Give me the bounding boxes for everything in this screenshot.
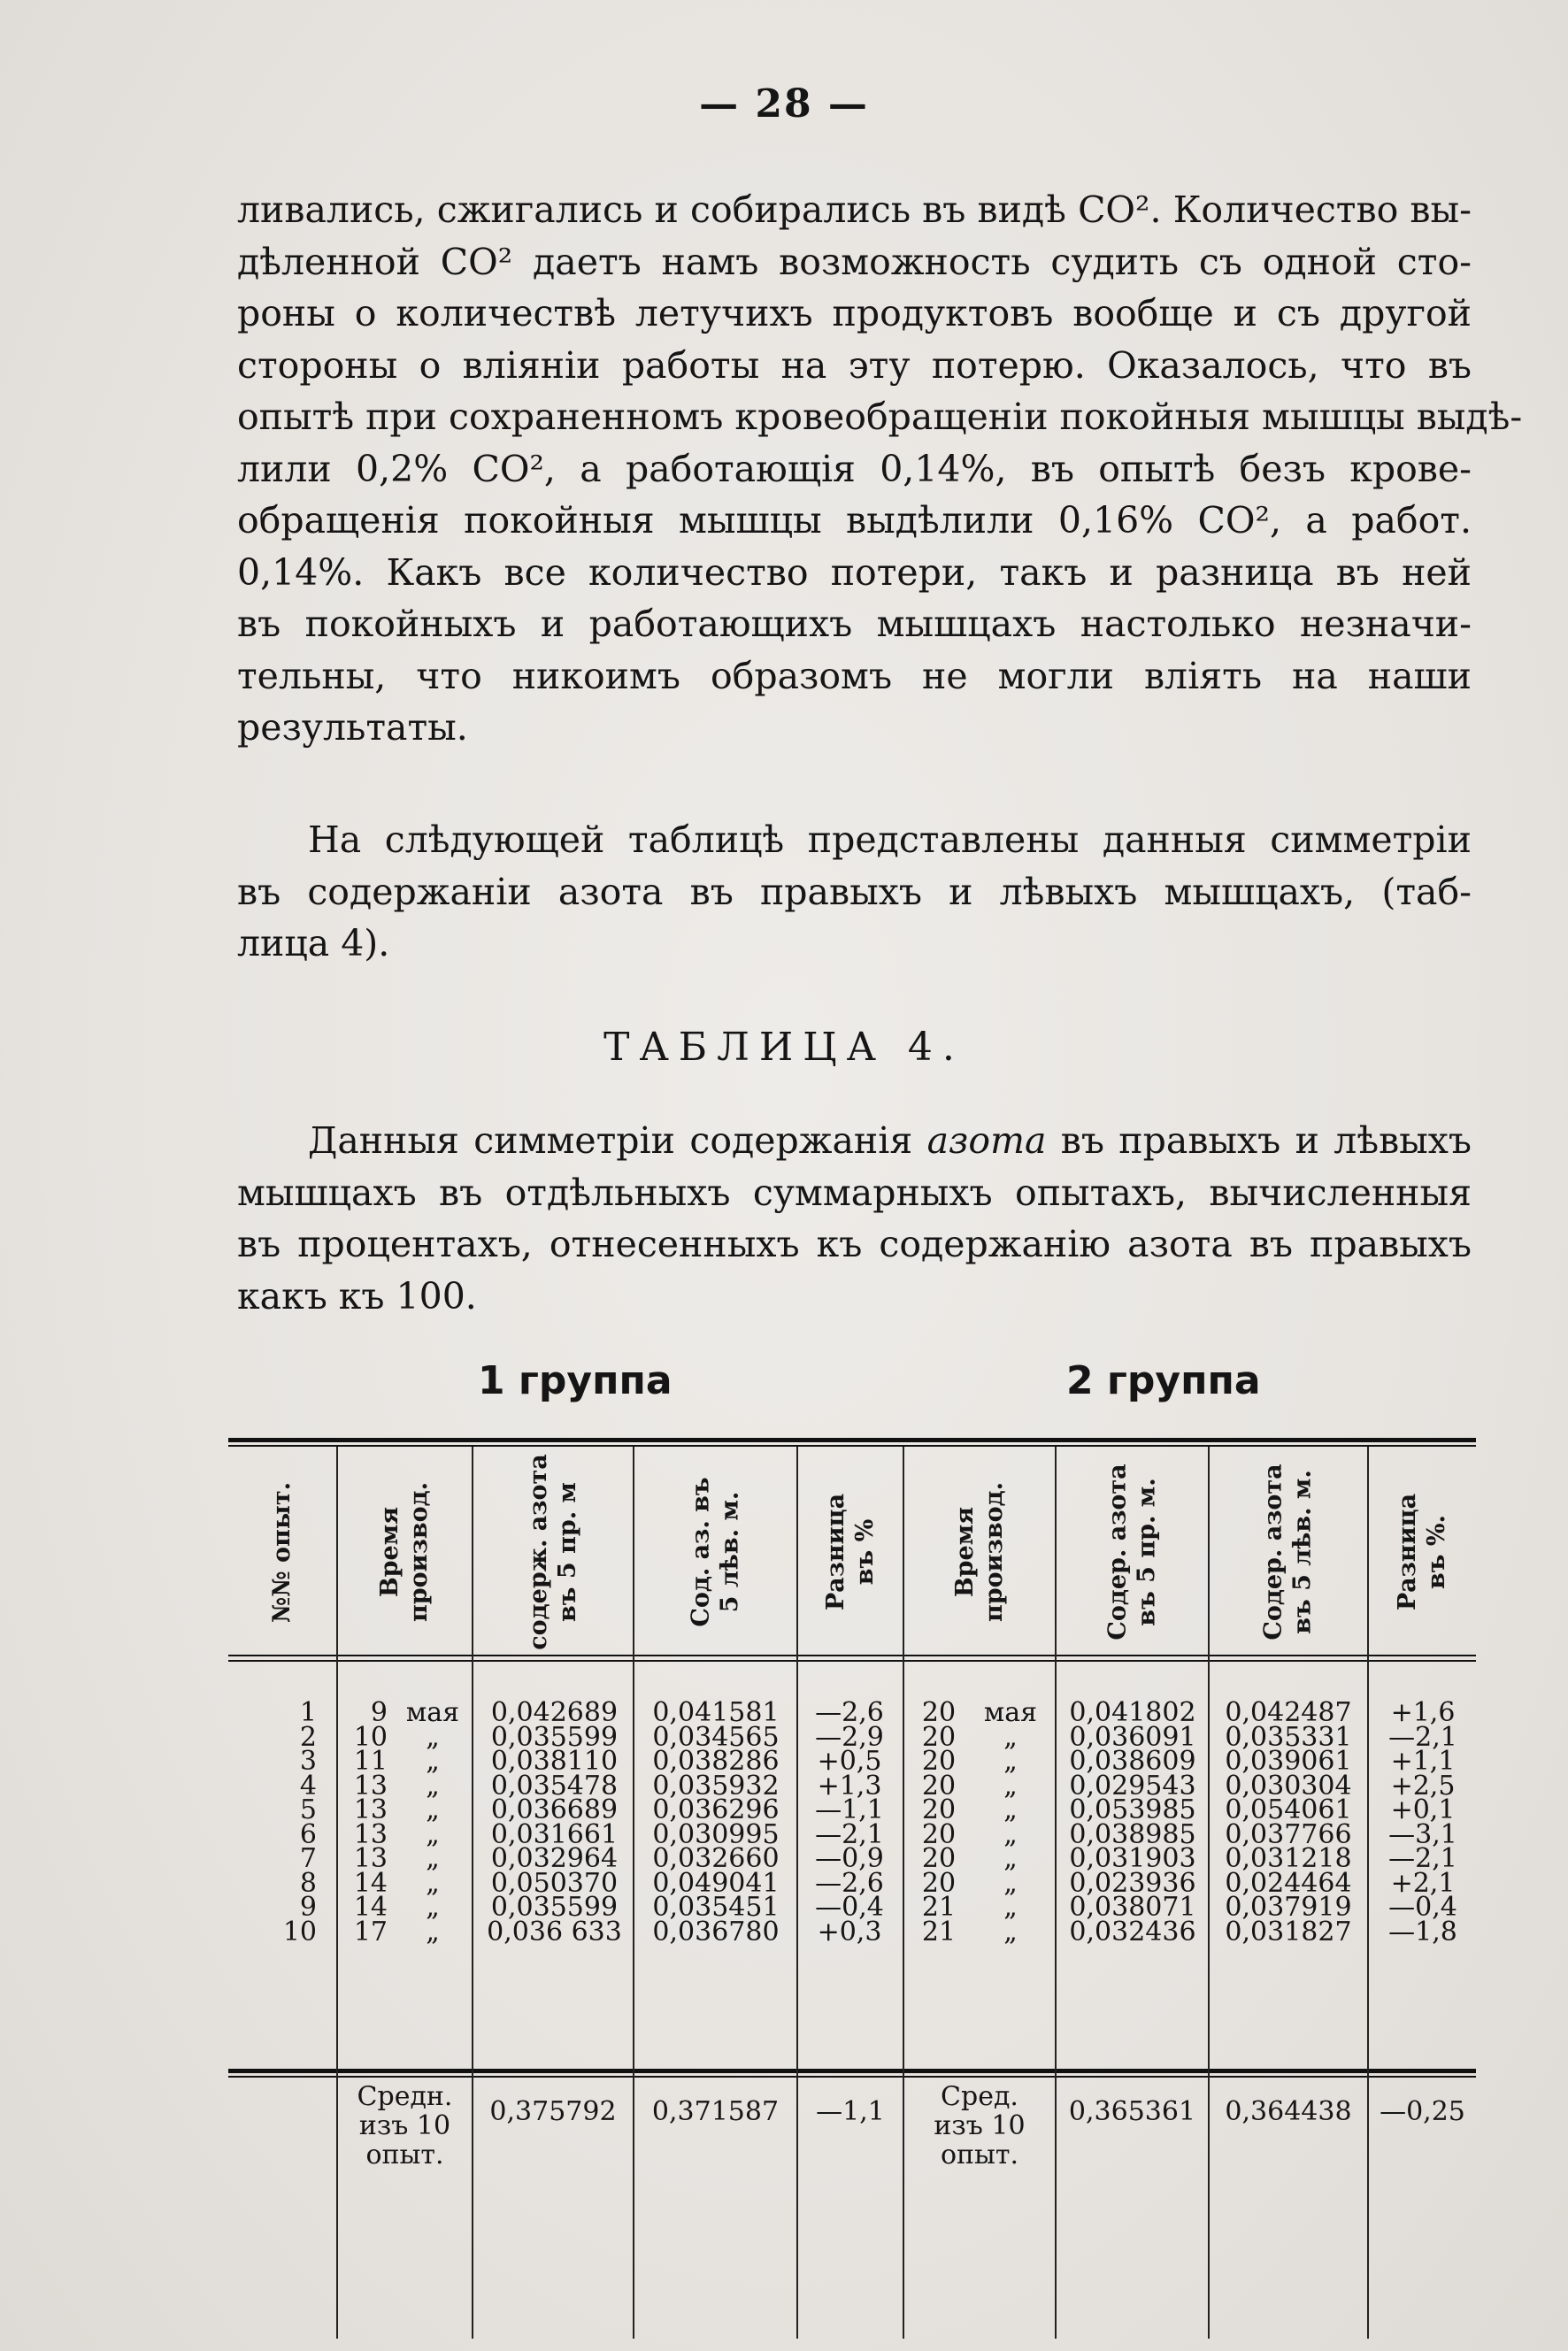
text-line: ливались, сжигались и собирались въ видѣ СО². Количество вы-: [237, 188, 1472, 231]
cell-nitrogen-left-g1: 0,030995: [652, 1818, 780, 1850]
text-line: обращенія покойныя мышцы выдѣлили 0,16% СО², а работ.: [237, 499, 1472, 542]
text-line: въ покойныхъ и работающихъ мышцахъ настолько незначи-: [237, 603, 1472, 645]
cell-nitrogen-right-g2: 0,053985: [1069, 1794, 1196, 1825]
average-left-g1: 0,371587: [651, 2096, 780, 2127]
cell-day-g2: 21: [921, 1916, 957, 1948]
cell-nitrogen-right-g1: 0,050370: [490, 1867, 619, 1899]
average-label-g1: Средн. изъ 10 опыт.: [357, 2081, 453, 2170]
table-top-rule-thin: [228, 1445, 1476, 1447]
cell-nitrogen-right-g2: 0,038609: [1069, 1746, 1196, 1777]
cell-nitrogen-right-g1: 0,036 633: [487, 1916, 622, 1948]
cell-day-g2: 20: [921, 1746, 957, 1777]
header-nitrogen-right-g1: содерж. азота въ 5 пр. м: [525, 1454, 581, 1650]
cell-diff-g1: —0,4: [815, 1892, 884, 1923]
cell-day-g1: 13: [353, 1794, 388, 1825]
cell-diff-g1: —2,9: [815, 1721, 884, 1753]
header-time-g2: Время производ.: [950, 1481, 1008, 1623]
text-line: опытѣ при сохраненномъ кровеобращеніи покойныя мышцы выдѣ-: [237, 396, 1523, 438]
cell-nitrogen-left-g2: 0,037766: [1225, 1818, 1352, 1850]
cell-nitrogen-left-g2: 0,035331: [1225, 1721, 1352, 1753]
cell-diff-g1: +0,5: [817, 1746, 882, 1777]
cell-exp-no: 7: [299, 1843, 317, 1874]
cell-exp-no: 4: [299, 1770, 317, 1802]
text-line: результаты.: [237, 706, 468, 749]
average-diff-g2: —0,25: [1380, 2096, 1465, 2127]
cell-nitrogen-left-g2: 0,037919: [1225, 1892, 1352, 1923]
cell-exp-no: 5: [299, 1794, 317, 1825]
cell-nitrogen-left-g2: 0,054061: [1225, 1794, 1352, 1825]
cell-diff-g2: —1,8: [1388, 1916, 1457, 1948]
cell-nitrogen-left-g2: 0,039061: [1225, 1746, 1352, 1777]
cell-nitrogen-left-g2: 0,042487: [1225, 1697, 1352, 1728]
cell-nitrogen-right-g2: 0,032436: [1069, 1916, 1196, 1948]
cell-diff-g1: —2,1: [815, 1818, 884, 1850]
cell-day-g2: 20: [921, 1794, 957, 1825]
cell-month-g1: „: [426, 1843, 440, 1874]
cell-diff-g2: —3,1: [1388, 1818, 1457, 1850]
cell-exp-no: 3: [299, 1746, 317, 1777]
cell-nitrogen-left-g1: 0,034565: [652, 1721, 780, 1753]
cell-exp-no: 1: [299, 1697, 317, 1728]
paragraph-co2-loss: [237, 184, 1523, 754]
cell-diff-g1: —2,6: [815, 1697, 884, 1728]
cell-month-g2: „: [1003, 1794, 1018, 1825]
cell-nitrogen-right-g1: 0,036689: [490, 1794, 619, 1825]
cell-month-g2: „: [1003, 1916, 1018, 1948]
cell-month-g1: „: [426, 1794, 440, 1825]
cell-exp-no: 9: [299, 1892, 317, 1923]
cell-day-g2: 20: [921, 1843, 957, 1874]
header-experiment-no: №№ опыт.: [268, 1481, 296, 1623]
table-caption: [237, 1115, 1472, 1322]
cell-month-g1: мая: [405, 1697, 460, 1728]
cell-day-g1: 13: [353, 1818, 388, 1850]
cell-nitrogen-right-g1: 0,035478: [490, 1770, 619, 1802]
cell-nitrogen-right-g2: 0,023936: [1069, 1867, 1196, 1899]
cell-diff-g1: —1,1: [815, 1794, 884, 1825]
cell-day-g1: 13: [353, 1770, 388, 1802]
cell-day-g1: 14: [353, 1867, 388, 1899]
cell-nitrogen-right-g2: 0,029543: [1069, 1770, 1196, 1802]
header-time-g1: Время производ.: [376, 1481, 434, 1623]
cell-month-g1: „: [426, 1770, 440, 1802]
cell-nitrogen-right-g1: 0,035599: [490, 1721, 619, 1753]
cell-diff-g2: +0,1: [1390, 1794, 1456, 1825]
text-line: дѣленной СО² даетъ намъ возможность судить съ одной сто-: [237, 240, 1472, 283]
cell-nitrogen-right-g2: 0,038985: [1069, 1818, 1196, 1850]
cell-nitrogen-left-g1: 0,049041: [652, 1867, 780, 1899]
cell-nitrogen-left-g2: 0,031827: [1225, 1916, 1352, 1948]
cell-day-g1: 9: [370, 1697, 388, 1728]
table-title: ТАБЛИЦА 4.: [603, 1025, 965, 1070]
cell-diff-g2: +2,1: [1390, 1867, 1456, 1899]
header-diff-g2: Разница въ %.: [1394, 1493, 1451, 1611]
average-label-g2: Сред. изъ 10 опыт.: [934, 2081, 1026, 2170]
cell-nitrogen-left-g1: 0,036296: [652, 1794, 780, 1825]
cell-month-g1: „: [426, 1721, 440, 1753]
cell-month-g1: „: [426, 1746, 440, 1777]
text-line: 0,14%. Какъ все количество потери, такъ и разница въ ней: [237, 550, 1472, 594]
cell-exp-no: 8: [299, 1867, 317, 1899]
cell-nitrogen-right-g1: 0,031661: [490, 1818, 619, 1850]
text-line: роны о количествѣ летучихъ продуктовъ вообще и съ другой: [237, 292, 1472, 334]
cell-nitrogen-right-g1: 0,038110: [490, 1746, 619, 1777]
cell-day-g2: 20: [921, 1770, 957, 1802]
cell-exp-no: 10: [282, 1916, 317, 1948]
cell-exp-no: 2: [299, 1721, 317, 1753]
cell-nitrogen-left-g2: 0,024464: [1225, 1867, 1352, 1899]
cell-nitrogen-left-g2: 0,030304: [1225, 1770, 1352, 1802]
text-line: На слѣдующей таблицѣ представлены данныя симметріи: [308, 818, 1472, 861]
caption-line: Данныя симметріи содержанія азота въ правыхъ и лѣвыхъ: [308, 1119, 1472, 1162]
cell-month-g1: „: [426, 1892, 440, 1923]
cell-diff-g2: +2,5: [1390, 1770, 1456, 1802]
cell-diff-g1: —2,6: [815, 1867, 884, 1899]
cell-diff-g2: —2,1: [1388, 1721, 1457, 1753]
cell-nitrogen-left-g1: 0,041581: [652, 1697, 780, 1728]
cell-nitrogen-right-g2: 0,038071: [1069, 1892, 1196, 1923]
cell-nitrogen-right-g2: 0,036091: [1069, 1721, 1196, 1753]
header-nitrogen-right-g2: Содер. азота въ 5 пр. м.: [1103, 1464, 1161, 1640]
cell-diff-g2: +1,6: [1390, 1697, 1456, 1728]
cell-diff-g1: +1,3: [817, 1770, 882, 1802]
group-1-heading: 1 группа: [478, 1358, 673, 1403]
cell-day-g2: 21: [921, 1892, 957, 1923]
cell-month-g2: „: [1003, 1843, 1018, 1874]
text-line: въ содержаніи азота въ правыхъ и лѣвыхъ мышцахъ, (таб-: [237, 870, 1472, 913]
cell-day-g1: 14: [353, 1892, 388, 1923]
cell-diff-g1: +0,3: [817, 1916, 882, 1948]
cell-month-g1: „: [426, 1916, 440, 1948]
paragraph-table-intro: [237, 814, 1472, 970]
cell-month-g2: „: [1003, 1770, 1018, 1802]
cell-month-g2: „: [1003, 1818, 1018, 1850]
cell-diff-g1: —0,9: [815, 1843, 884, 1874]
cell-day-g2: 20: [921, 1697, 957, 1728]
summary-rule: [228, 2069, 1476, 2073]
summary-rule-thin: [228, 2076, 1476, 2078]
caption-line: какъ къ 100.: [237, 1274, 477, 1318]
cell-diff-g2: —2,1: [1388, 1843, 1457, 1874]
text-line: стороны о вліяніи работы на эту потерю. Оказалось, что въ: [237, 343, 1472, 387]
cell-nitrogen-right-g1: 0,035599: [490, 1892, 619, 1923]
cell-day-g1: 11: [353, 1746, 388, 1777]
average-diff-g1: —1,1: [816, 2096, 885, 2127]
cell-day-g2: 20: [921, 1818, 957, 1850]
cell-nitrogen-right-g2: 0,031903: [1069, 1843, 1196, 1874]
header-rule: [228, 1655, 1476, 1656]
caption-line: мышцахъ въ отдѣльныхъ суммарныхъ опытахъ, вычисленныя: [237, 1171, 1472, 1214]
cell-month-g2: „: [1003, 1867, 1018, 1899]
average-right-g2: 0,365361: [1068, 2096, 1196, 2127]
cell-month-g1: „: [426, 1867, 440, 1899]
cell-nitrogen-left-g2: 0,031218: [1225, 1843, 1352, 1874]
cell-nitrogen-left-g1: 0,035932: [652, 1770, 780, 1802]
cell-nitrogen-left-g1: 0,038286: [652, 1746, 780, 1777]
cell-nitrogen-left-g1: 0,036780: [652, 1916, 780, 1948]
header-nitrogen-left-g2: Содер. азота въ 5 лѣв. м.: [1260, 1464, 1317, 1640]
text-line: лица 4).: [237, 922, 390, 964]
table-top-rule: [228, 1438, 1476, 1442]
cell-month-g2: „: [1003, 1746, 1018, 1777]
cell-nitrogen-right-g1: 0,032964: [490, 1843, 619, 1874]
page-number: — 28 —: [699, 81, 869, 127]
text-line: тельны, что никоимъ образомъ не могли вліять на наши: [237, 654, 1472, 697]
cell-day-g1: 17: [353, 1916, 388, 1948]
cell-nitrogen-left-g1: 0,032660: [652, 1843, 780, 1874]
cell-day-g1: 10: [353, 1721, 388, 1753]
average-left-g2: 0,364438: [1225, 2096, 1352, 2127]
cell-nitrogen-left-g1: 0,035451: [652, 1892, 780, 1923]
cell-nitrogen-right-g2: 0,041802: [1069, 1697, 1196, 1728]
cell-month-g1: „: [426, 1818, 440, 1850]
header-rule-thin: [228, 1660, 1476, 1662]
cell-diff-g2: +1,1: [1390, 1746, 1456, 1777]
cell-month-g2: „: [1003, 1892, 1018, 1923]
cell-month-g2: мая: [983, 1697, 1038, 1728]
average-right-g1: 0,375792: [489, 2096, 617, 2127]
cell-day-g2: 20: [921, 1867, 957, 1899]
table-row: [0, 1918, 1568, 1946]
cell-diff-g2: —0,4: [1388, 1892, 1457, 1923]
cell-day-g1: 13: [353, 1843, 388, 1874]
text-line: лили 0,2% СО², а работающія 0,14%, въ опытѣ безъ крове-: [237, 447, 1472, 490]
header-nitrogen-left-g1: Сод. аз. въ 5 лѣв. м.: [687, 1477, 744, 1627]
cell-exp-no: 6: [299, 1818, 317, 1850]
caption-line: въ процентахъ, отнесенныхъ къ содержанію азота въ правыхъ: [237, 1223, 1472, 1265]
cell-nitrogen-right-g1: 0,042689: [490, 1697, 619, 1728]
cell-month-g2: „: [1003, 1721, 1018, 1753]
cell-day-g2: 20: [921, 1721, 957, 1753]
group-2-heading: 2 группа: [1066, 1358, 1261, 1403]
caption-emphasis: азота: [926, 1119, 1047, 1162]
header-diff-g1: Разница въ %: [822, 1493, 880, 1611]
